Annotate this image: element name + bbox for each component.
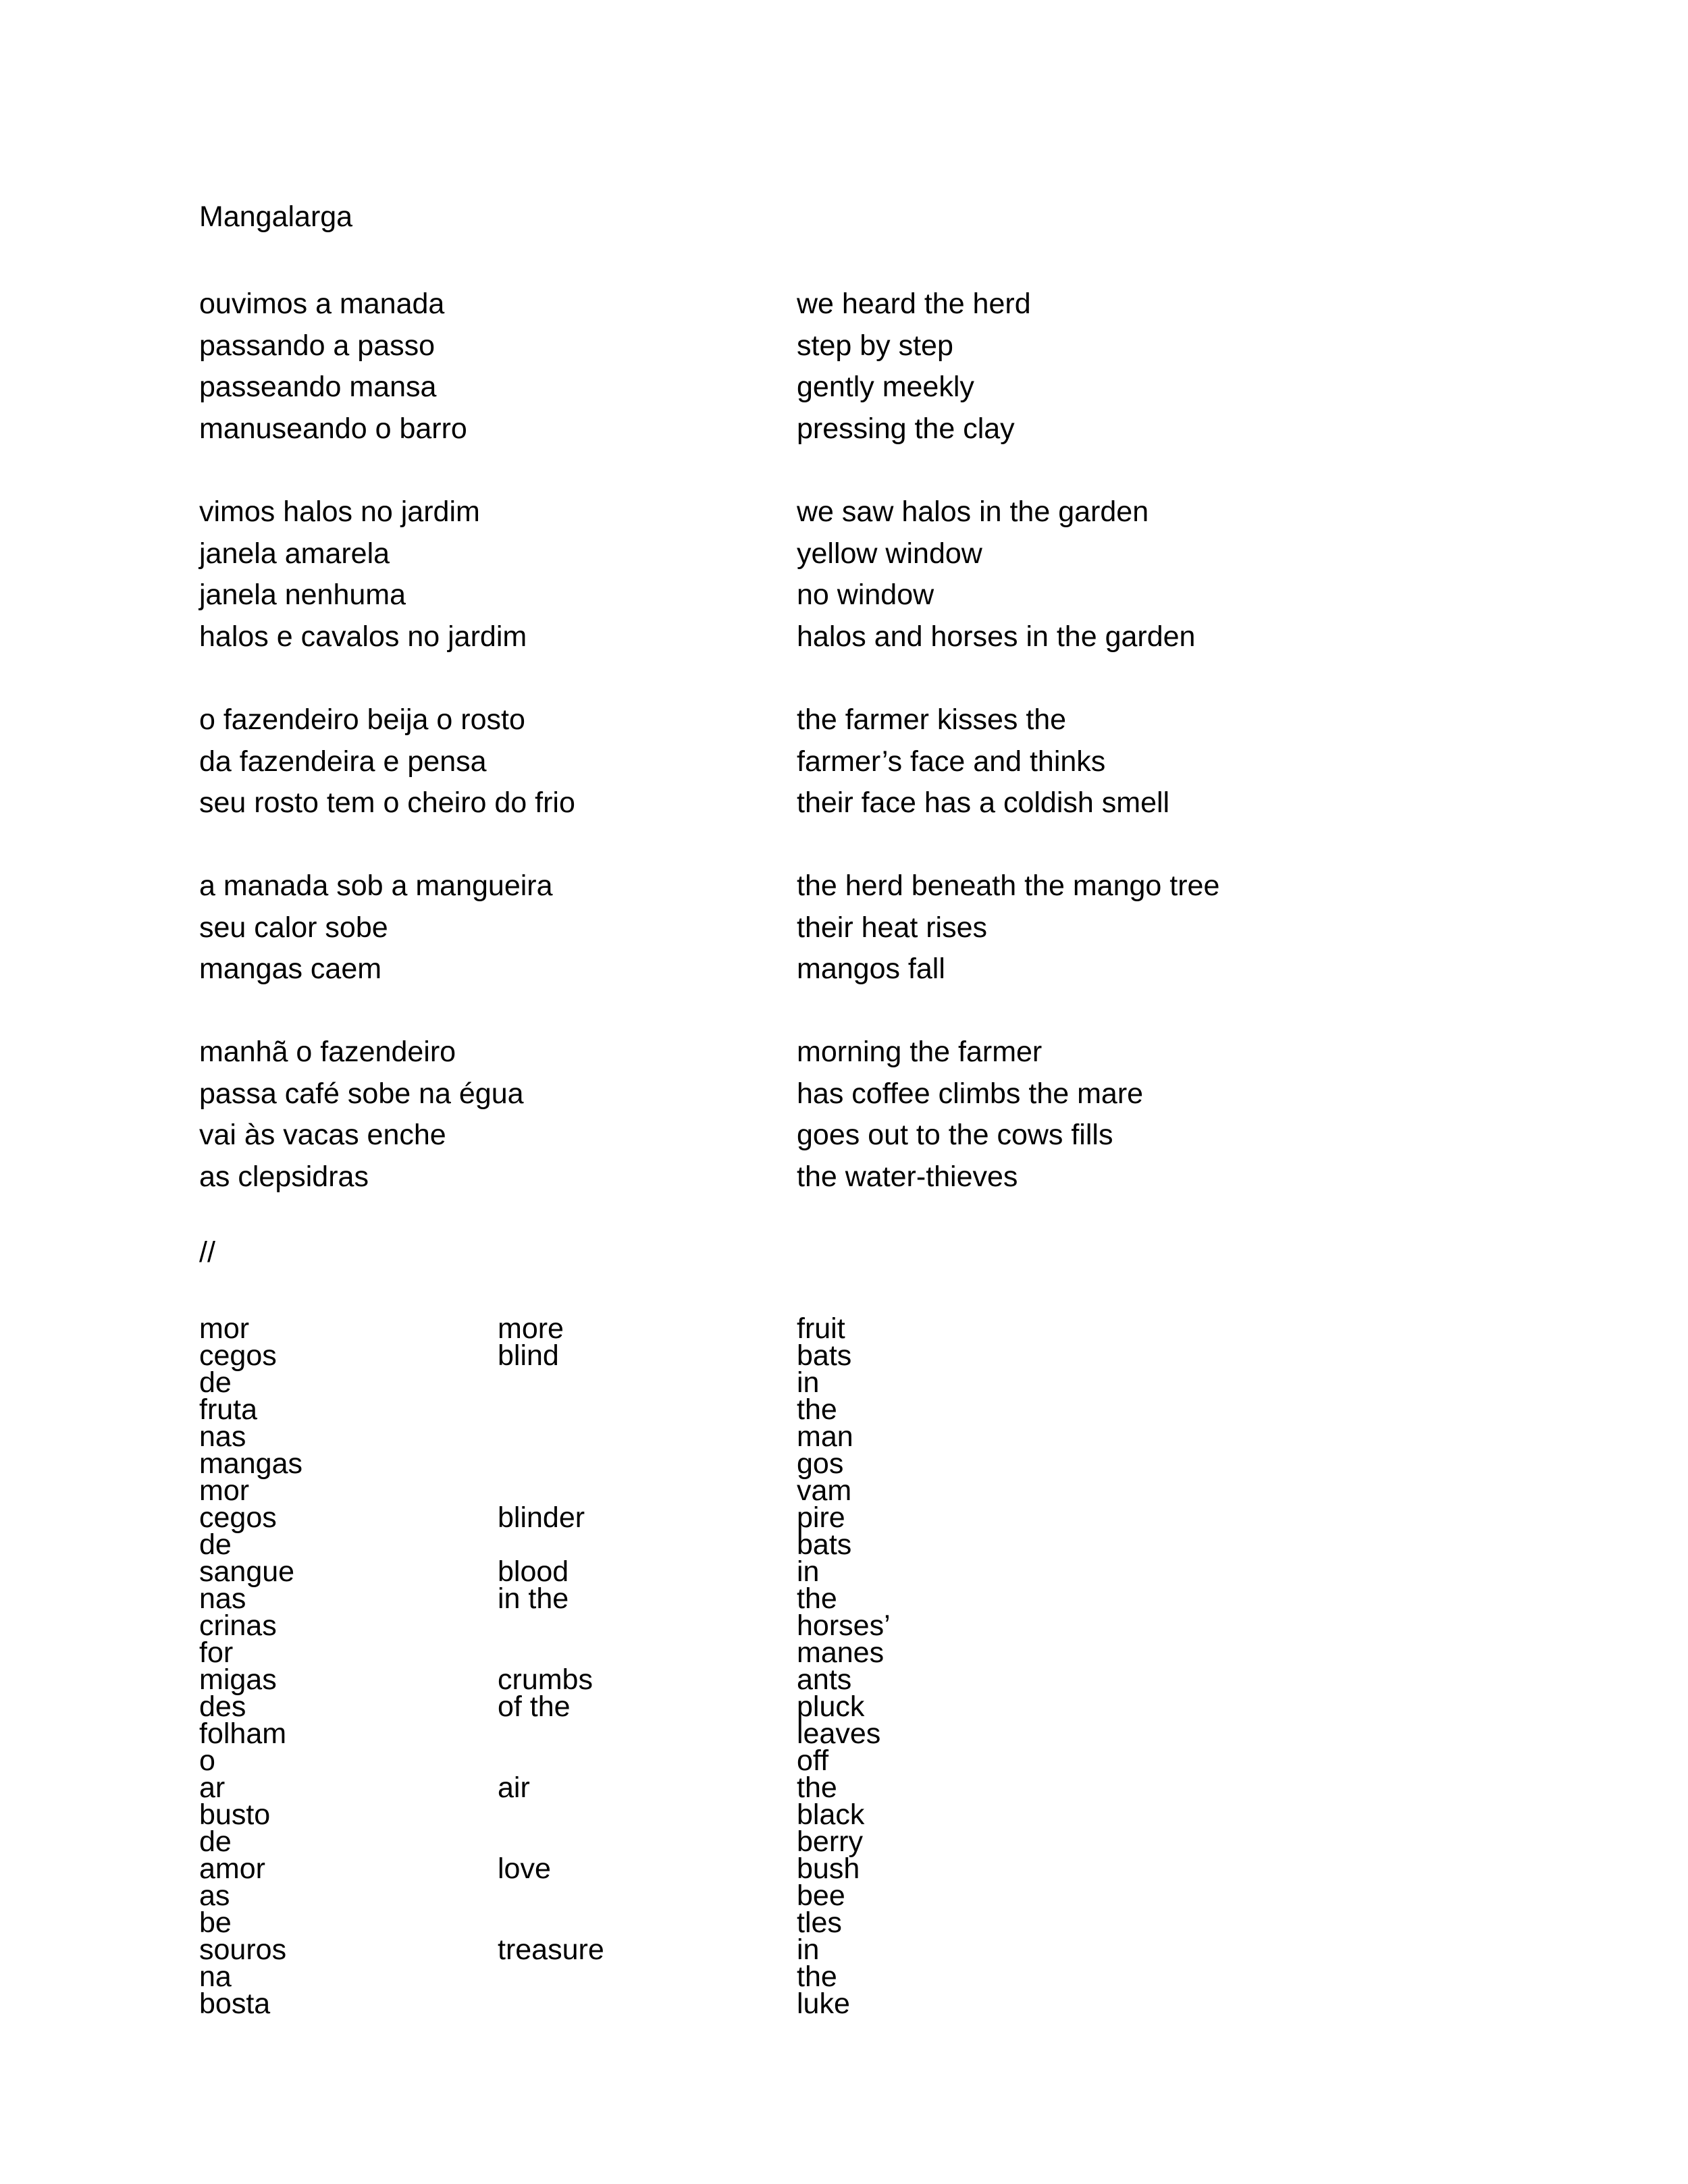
p2-col1-cell: na xyxy=(199,1961,232,1993)
p2-col1-cell: sangue xyxy=(199,1555,295,1588)
p2-col1-cell: be xyxy=(199,1907,232,1939)
p2-col2-cell xyxy=(498,1450,604,1477)
stanza-1-english xyxy=(797,284,1031,450)
poem-line: vai às vacas enche xyxy=(199,1119,446,1151)
poem-line: morning the farmer xyxy=(797,1036,1043,1068)
p2-col3-cell: black xyxy=(797,1799,865,1831)
p2-col1-cell: des xyxy=(199,1690,246,1723)
poem-line: the water-thieves xyxy=(797,1160,1018,1193)
poem-line: pressing the clay xyxy=(797,412,1015,445)
p2-col3-cell: the xyxy=(797,1772,837,1804)
p2-col2-cell: blinder xyxy=(498,1501,585,1534)
poem-line: gently meekly xyxy=(797,371,974,403)
p2-col2-cell: in the xyxy=(498,1582,569,1615)
poem-line: janela nenhuma xyxy=(199,579,406,611)
poem-line: seu calor sobe xyxy=(199,911,388,944)
p2-col2-cell xyxy=(498,1396,604,1423)
poem-line: farmer’s face and thinks xyxy=(797,745,1106,778)
p2-col3-cell: the xyxy=(797,1393,837,1426)
p2-col1-cell: de xyxy=(199,1826,232,1858)
p2-col1-cell: bosta xyxy=(199,1988,271,2020)
poem-line: manuseando o barro xyxy=(199,412,467,445)
p2-col3-cell: bush xyxy=(797,1853,860,1885)
p2-col3-cell: the xyxy=(797,1582,837,1615)
stanza-2-english xyxy=(797,491,1195,658)
poem-line: vimos halos no jardim xyxy=(199,496,480,528)
p2-col3-cell: vam xyxy=(797,1474,852,1507)
p2-col3-cell: in xyxy=(797,1934,820,1966)
p2-col2-cell: love xyxy=(498,1853,551,1885)
p2-col1-cell: souros xyxy=(199,1934,287,1966)
p2-col1-cell: migas xyxy=(199,1663,277,1696)
p2-col3-cell: manes xyxy=(797,1636,885,1669)
p2-col3-cell: gos xyxy=(797,1447,844,1480)
p2-col2-cell xyxy=(498,1423,604,1450)
p2-col2-cell xyxy=(498,1909,604,1936)
poem-line: halos and horses in the garden xyxy=(797,620,1196,653)
p2-col1-cell: folham xyxy=(199,1717,287,1750)
poem-line: mangas caem xyxy=(199,953,382,985)
p2-col3-cell: luke xyxy=(797,1988,850,2020)
stanza-1-portuguese xyxy=(199,284,467,450)
p2-col2-cell: blind xyxy=(498,1339,559,1372)
p2-col1-cell: cegos xyxy=(199,1501,277,1534)
p2-col2-cell xyxy=(498,1720,604,1747)
poem-line: seu rosto tem o cheiro do frio xyxy=(199,787,575,819)
poem-line: we heard the herd xyxy=(797,288,1031,320)
p2-col2-cell xyxy=(498,1477,604,1504)
part2-column-english xyxy=(797,1312,891,2020)
p2-col1-cell: mor xyxy=(199,1312,250,1345)
p2-col1-cell: mor xyxy=(199,1474,250,1507)
p2-col3-cell: in xyxy=(797,1366,820,1399)
poem-title: Mangalarga xyxy=(199,201,353,233)
section-separator: // xyxy=(199,1236,215,1269)
p2-col3-cell: bats xyxy=(797,1339,852,1372)
poem-line: as clepsidras xyxy=(199,1160,369,1193)
poem-line: passeando mansa xyxy=(199,371,437,403)
stanza-3-portuguese xyxy=(199,699,575,824)
p2-col1-cell: nas xyxy=(199,1420,246,1453)
poem-line: a manada sob a mangueira xyxy=(199,870,553,902)
p2-col1-cell: ar xyxy=(199,1772,226,1804)
p2-col3-cell: fruit xyxy=(797,1312,845,1345)
poem-line: passando a passo xyxy=(199,329,436,362)
p2-col1-cell: mangas xyxy=(199,1447,302,1480)
stanza-3-english xyxy=(797,699,1169,824)
poem-line: the farmer kisses the xyxy=(797,703,1067,736)
poem-line: manhã o fazendeiro xyxy=(199,1036,456,1068)
p2-col2-cell xyxy=(498,1990,604,2017)
p2-col2-cell: crumbs xyxy=(498,1663,593,1696)
poem-line: no window xyxy=(797,579,934,611)
p2-col3-cell: pire xyxy=(797,1501,845,1534)
poem-line: ouvimos a manada xyxy=(199,288,445,320)
p2-col2-cell xyxy=(498,1747,604,1774)
p2-col3-cell: bats xyxy=(797,1528,852,1561)
p2-col3-cell: leaves xyxy=(797,1717,881,1750)
p2-col3-cell: pluck xyxy=(797,1690,865,1723)
poem-line: passa café sobe na égua xyxy=(199,1077,524,1110)
poem-line: mangos fall xyxy=(797,953,945,985)
p2-col3-cell: bee xyxy=(797,1880,845,1912)
p2-col1-cell: for xyxy=(199,1636,234,1669)
p2-col2-cell xyxy=(498,1801,604,1828)
poem-line: their heat rises xyxy=(797,911,988,944)
p2-col2-cell: blood xyxy=(498,1555,569,1588)
p2-col1-cell: busto xyxy=(199,1799,271,1831)
p2-col2-cell xyxy=(498,1828,604,1855)
p2-col1-cell: as xyxy=(199,1880,230,1912)
stanza-4-portuguese xyxy=(199,865,553,990)
p2-col1-cell: fruta xyxy=(199,1393,258,1426)
p2-col1-cell: crinas xyxy=(199,1609,277,1642)
poem-line: we saw halos in the garden xyxy=(797,496,1149,528)
p2-col2-cell: treasure xyxy=(498,1934,604,1966)
stanza-2-portuguese xyxy=(199,491,527,658)
p2-col1-cell: cegos xyxy=(199,1339,277,1372)
poem-line: yellow window xyxy=(797,537,982,570)
p2-col2-cell xyxy=(498,1882,604,1909)
part2-column-middle xyxy=(498,1312,604,2017)
p2-col2-cell xyxy=(498,1612,604,1639)
poem-line: has coffee climbs the mare xyxy=(797,1077,1144,1110)
p2-col2-cell: more xyxy=(498,1312,564,1345)
poem-line: janela amarela xyxy=(199,537,390,570)
p2-col3-cell: tles xyxy=(797,1907,842,1939)
stanza-5-portuguese xyxy=(199,1032,524,1198)
p2-col2-cell xyxy=(498,1963,604,1990)
p2-col3-cell: man xyxy=(797,1420,853,1453)
poem-line: da fazendeira e pensa xyxy=(199,745,487,778)
p2-col3-cell: off xyxy=(797,1744,829,1777)
p2-col1-cell: nas xyxy=(199,1582,246,1615)
p2-col3-cell: berry xyxy=(797,1826,863,1858)
p2-col2-cell: of the xyxy=(498,1690,571,1723)
p2-col3-cell: horses’ xyxy=(797,1609,891,1642)
poem-line: halos e cavalos no jardim xyxy=(199,620,527,653)
poem-line: their face has a coldish smell xyxy=(797,787,1170,819)
part2-column-portuguese xyxy=(199,1312,302,2020)
p2-col1-cell: amor xyxy=(199,1853,265,1885)
p2-col2-cell: air xyxy=(498,1772,530,1804)
p2-col2-cell xyxy=(498,1369,604,1396)
poem-line: goes out to the cows fills xyxy=(797,1119,1113,1151)
poem-line: the herd beneath the mango tree xyxy=(797,870,1220,902)
p2-col1-cell: de xyxy=(199,1528,232,1561)
p2-col3-cell: ants xyxy=(797,1663,852,1696)
stanza-4-english xyxy=(797,865,1219,990)
poem-line: step by step xyxy=(797,329,953,362)
poem-line: o fazendeiro beija o rosto xyxy=(199,703,525,736)
p2-col1-cell: o xyxy=(199,1744,215,1777)
p2-col3-cell: in xyxy=(797,1555,820,1588)
p2-col2-cell xyxy=(498,1639,604,1666)
p2-col2-cell xyxy=(498,1531,604,1558)
p2-col1-cell: de xyxy=(199,1366,232,1399)
p2-col3-cell: the xyxy=(797,1961,837,1993)
stanza-5-english xyxy=(797,1032,1143,1198)
